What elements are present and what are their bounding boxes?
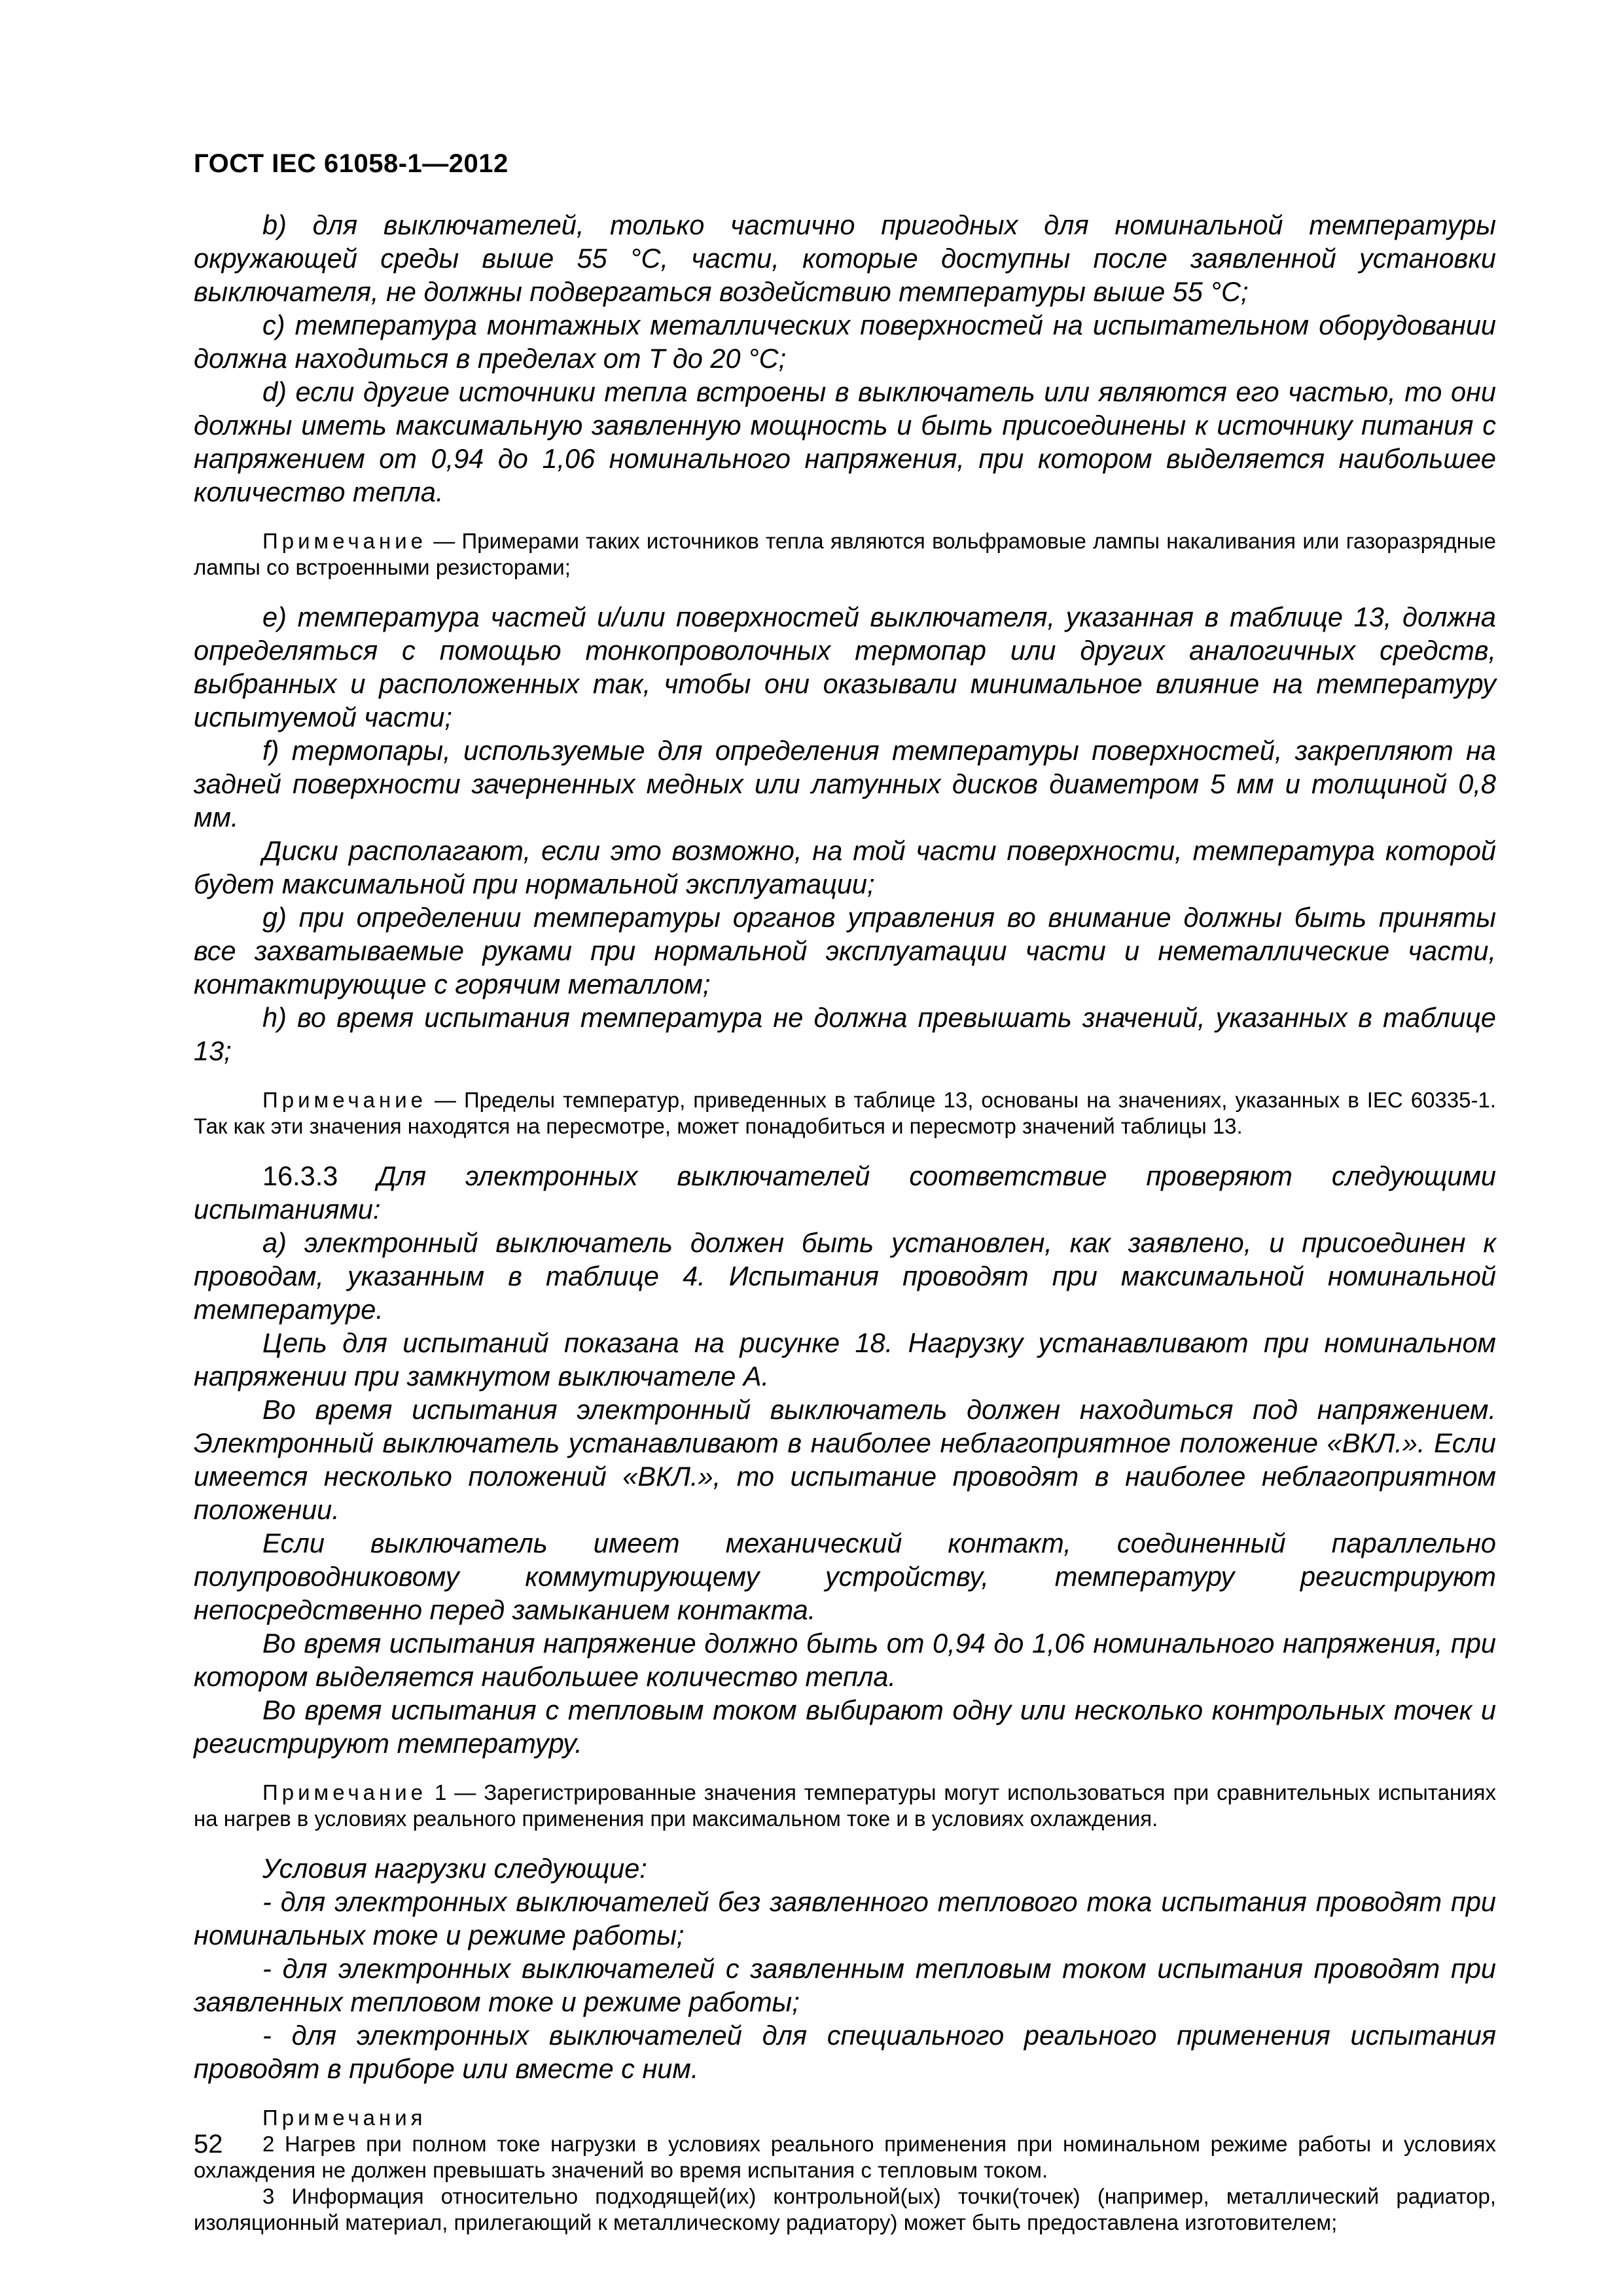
paragraph-load-conditions: Условия нагрузки следующие: — [262, 1853, 647, 1884]
note-text: 1 — Зарегистрированные значения температуры могут использоваться при сравнительных испытаниях на нагрев в условиях реального применения при максимальном токе и в условиях охлаждения. — [194, 1780, 1496, 1831]
paragraph-discs: Диски располагают, если это возможно, на той части поверхности, температура которой будет максимальной при нормальной эксплуатации; — [194, 835, 1496, 899]
paragraph-circuit: Цепь для испытаний показана на рисунке 18. Нагрузку устанавливают при номинальном напряжении при замкнутом выключателе А. — [194, 1327, 1496, 1391]
note-text: — Пределы температур, приведенных в таблице 13, основаны на значениях, указанных в IEC 60335-1. Так как эти значения находятся на пересмотре, может понадобиться и пересмотр значений таблицы 13. — [194, 1088, 1496, 1138]
standard-header: ГОСТ IEC 61058-1—2012 — [194, 149, 508, 178]
paragraph-a: а) электронный выключатель должен быть установлен, как заявлено, и присоединен к проводам, указанным в таблице 4. Испытания проводят при максимальной номинальной температуре. — [194, 1227, 1496, 1325]
paragraph-voltage-on: Во время испытания электронный выключатель должен находиться под напряжением. Электронный выключатель устанавливают в наиболее неблагоприятное положение «ВКЛ.». Если имеется несколько положений «ВКЛ.», то испытание проводят в наиболее неблагоприятном положении. — [194, 1394, 1496, 1525]
note-label: Примечание — [262, 1780, 427, 1804]
note-3: 3 Информация относительно подходящей(их) контрольной(ых) точки(точек) (например, металлический радиатор, изоляционный материал, прилегающий к металлическому радиатору) может быть предоставлена изготовителем; — [194, 2184, 1496, 2234]
paragraph-16-3-3 — [194, 1159, 1496, 1226]
paragraph-c: с) температура монтажных металлических поверхностей на испытательном оборудовании должна находиться в пределах от Т до 20 °С; — [194, 310, 1496, 374]
paragraph-thermal-current: Во время испытания с тепловым током выбирают одну или несколько контрольных точек и регистрируют температуру. — [194, 1695, 1496, 1759]
note-text: — Примерами таких источников тепла являются вольфрамовые лампы накаливания или газоразрядные лампы со встроенными резисторами; — [194, 529, 1496, 579]
note-label: Примечание — [262, 529, 427, 553]
note-label: Примечание — [262, 1088, 427, 1112]
note-1 — [194, 1780, 1496, 1832]
paragraph-h: h) во время испытания температура не должна превышать значений, указанных в таблице 13; — [194, 1002, 1496, 1066]
paragraph-b: b) для выключателей, только частично пригодных для номинальной температуры окружающей среды выше 55 °С, части, которые доступны после заявленной установки выключателя, не должны подвергаться воздействию температуры выше 55 °С; — [194, 209, 1496, 307]
document-body — [194, 208, 1496, 2236]
notes-label: Примечания — [262, 2106, 427, 2130]
list-item: - для электронных выключателей для специального реального применения испытания проводят в приборе или вместе с ним. — [194, 2020, 1496, 2084]
clause-text: Для электронных выключателей соответствие проверяют следующими испытаниями: — [194, 1160, 1496, 1225]
paragraph-mechanical-contact: Если выключатель имеет механический контакт, соединенный параллельно полупроводниковому коммутирующему устройству, температуру регистрируют непосредственно перед замыканием контакта. — [194, 1528, 1496, 1625]
paragraph-f: f) термопары, используемые для определения температуры поверхностей, закрепляют на задней поверхности зачерненных медных или латунных дисков диаметром 5 мм и толщиной 0,8 мм. — [194, 735, 1496, 833]
page-number: 52 — [194, 2130, 223, 2159]
note-2: 2 Нагрев при полном токе нагрузки в условиях реального применения при номинальном режиме работы и условиях охлаждения не должен превышать значений во время испытания с тепловым током. — [194, 2132, 1496, 2182]
note-temperature-limits — [194, 1087, 1496, 1139]
list-item: - для электронных выключателей с заявленным тепловым током испытания проводят при заявленных тепловом токе и режиме работы; — [194, 1953, 1496, 2017]
clause-number: 16.3.3 — [262, 1160, 338, 1191]
paragraph-voltage-range: Во время испытания напряжение должно быть от 0,94 до 1,06 номинального напряжения, при котором выделяется наибольшее количество тепла. — [194, 1628, 1496, 1692]
list-item: - для электронных выключателей без заявленного теплового тока испытания проводят при номинальных токе и режиме работы; — [194, 1886, 1496, 1950]
paragraph-d: d) если другие источники тепла встроены в выключатель или являются его частью, то они должны иметь максимальную заявленную мощность и быть присоединены к источнику питания с напряжением от 0,94 до 1,06 номинального напряжения, при котором выделяется наибольшее количество тепла. — [194, 376, 1496, 507]
paragraph-g: g) при определении температуры органов управления во внимание должны быть приняты все захватываемые руками при нормальной эксплуатации части и неметаллические части, контактирующие с горячим металлом; — [194, 902, 1496, 999]
note-heat-sources — [194, 528, 1496, 581]
paragraph-e: е) температура частей и/или поверхностей выключателя, указанная в таблице 13, должна определяться с помощью тонкопроволочных термопар или других аналогичных средств, выбранных и расположенных так, чтобы они оказывали минимальное влияние на температуру испытуемой части; — [194, 601, 1496, 732]
